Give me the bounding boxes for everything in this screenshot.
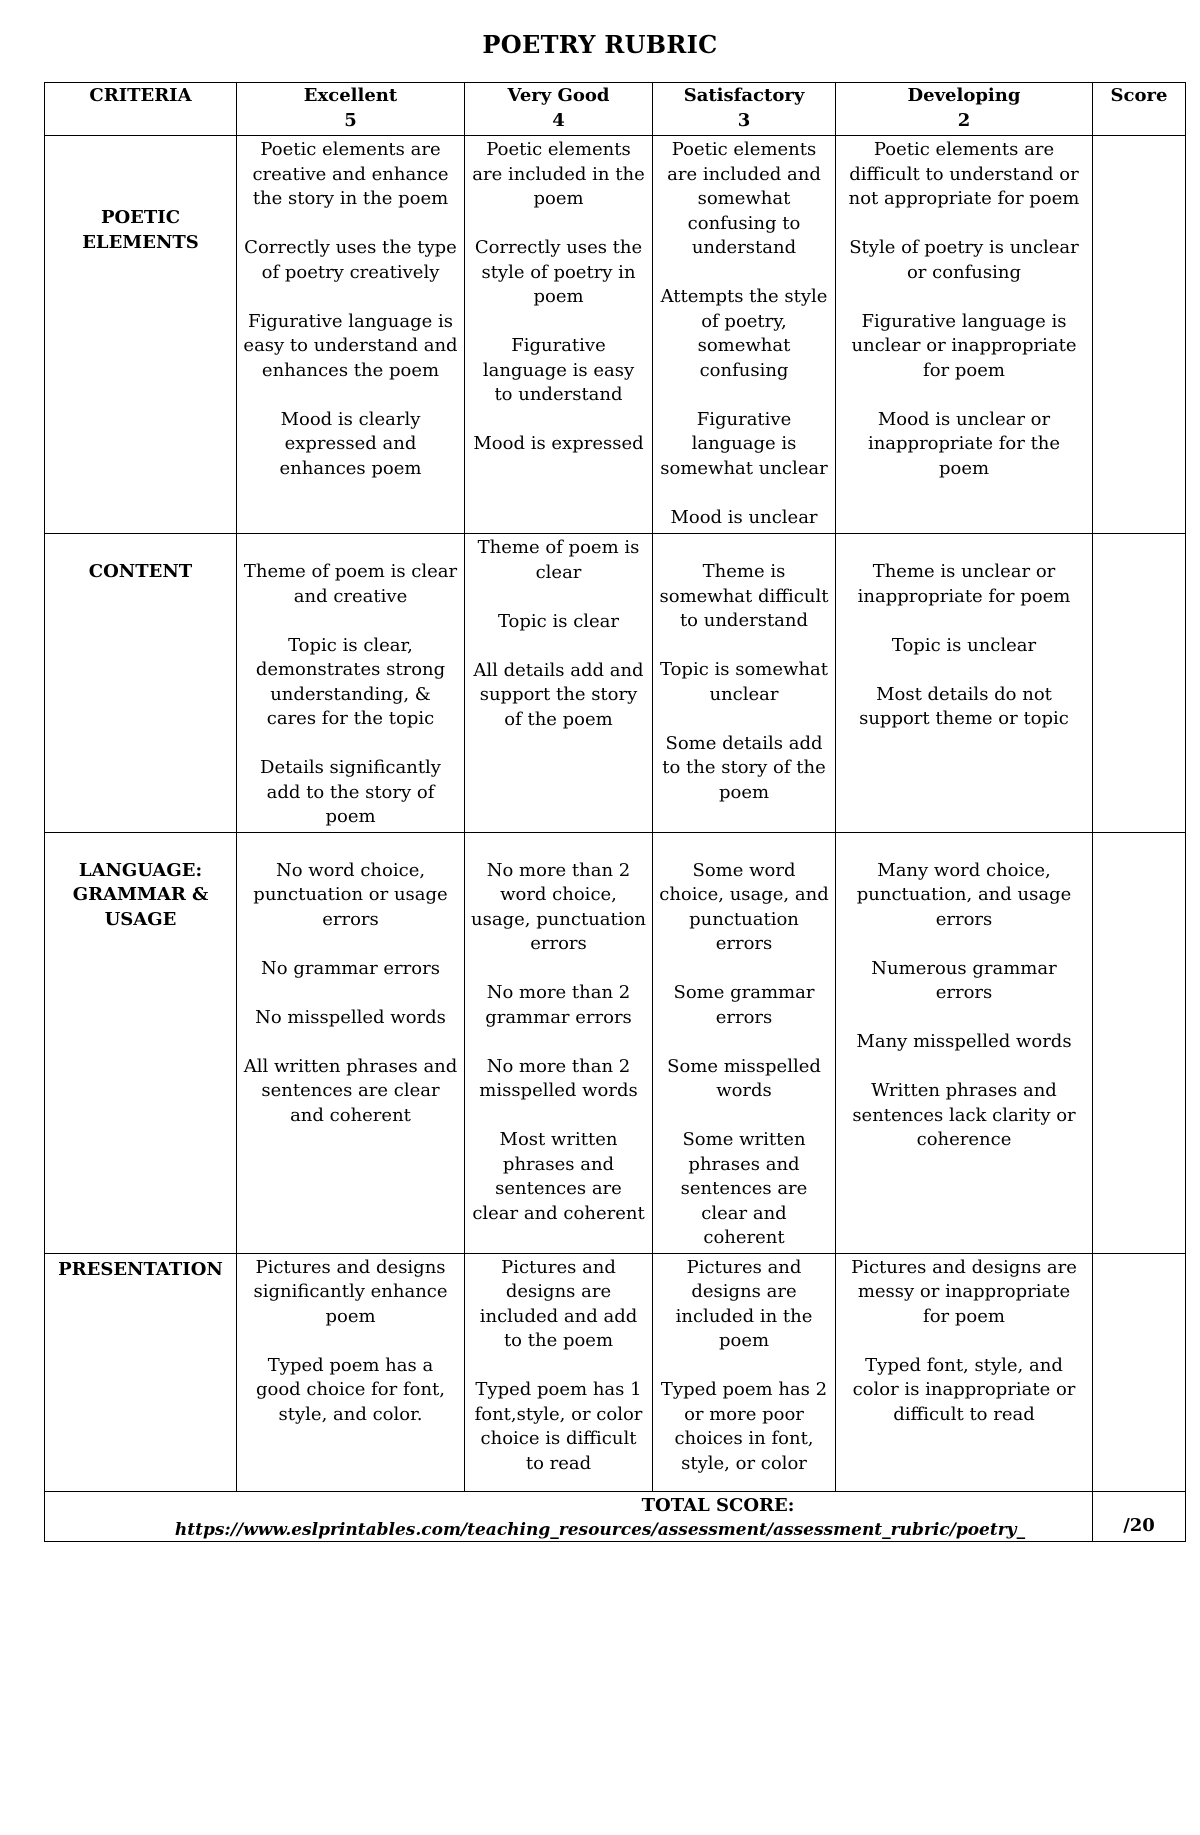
paragraph-gap <box>659 261 829 286</box>
descriptor-text: Figurative language is unclear or inappropriate for poem <box>851 310 1077 381</box>
paragraph-gap <box>842 285 1086 310</box>
descriptor-cell <box>836 1253 1093 1491</box>
paragraph-gap <box>842 932 1086 957</box>
paragraph-gap <box>471 1030 646 1055</box>
level-points: 3 <box>737 109 751 131</box>
paragraph-gap <box>659 383 829 408</box>
criterion-label: POETIC ELEMENTS <box>45 136 237 534</box>
descriptor-text: Typed poem has a good choice for font, style, and color. <box>255 1354 446 1425</box>
descriptor-text: Mood is unclear or inappropriate for the poem <box>867 408 1061 479</box>
descriptor-cell <box>653 136 836 534</box>
descriptor-cell <box>237 534 465 833</box>
paragraph-gap <box>842 1329 1086 1354</box>
descriptor-text: Theme is somewhat difficult to understand <box>659 561 829 631</box>
descriptor-cell <box>237 1253 465 1491</box>
descriptor-text: Poetic elements are creative and enhance the story in the poem <box>252 139 449 209</box>
paragraph-gap <box>659 957 829 982</box>
descriptor-text: No more than 2 grammar errors <box>485 982 632 1028</box>
score-cell[interactable] <box>1093 136 1186 534</box>
descriptor-text: Some grammar errors <box>673 982 815 1028</box>
level-header <box>653 83 836 136</box>
level-points: 2 <box>957 109 971 131</box>
total-score-max: /20 <box>1093 1491 1186 1541</box>
descriptor-text: Correctly uses the style of poetry in poem <box>474 237 643 307</box>
paragraph-gap <box>659 634 829 659</box>
descriptor-cell <box>836 832 1093 1253</box>
paragraph-gap <box>243 981 458 1006</box>
descriptor-text: Attempts the style of poetry, somewhat confusing <box>660 286 828 381</box>
criterion-label: LANGUAGE: GRAMMAR & USAGE <box>45 832 237 1253</box>
paragraph-gap <box>243 285 458 310</box>
descriptor-text: Pictures and designs are included in the poem <box>675 1256 813 1351</box>
paragraph-gap <box>243 383 458 408</box>
source-url: https://www.eslprintables.com/teaching_resources/assessment/assessment_rubric/poetry_ <box>174 1520 1026 1540</box>
criterion-label: PRESENTATION <box>45 1253 237 1491</box>
score-cell[interactable] <box>1093 534 1186 833</box>
descriptor-cell <box>237 136 465 534</box>
descriptor-text: No misspelled words <box>255 1006 446 1028</box>
paragraph-gap <box>659 481 829 506</box>
descriptor-text: Pictures and designs are included and add to the poem <box>479 1256 638 1351</box>
criteria-header: CRITERIA <box>45 83 237 136</box>
descriptor-text: Poetic elements are difficult to understand or not appropriate for poem <box>848 139 1080 209</box>
paragraph-gap <box>659 1354 829 1379</box>
paragraph-gap <box>471 310 646 335</box>
descriptor-cell <box>465 534 653 833</box>
page-title: POETRY RUBRIC <box>482 30 718 59</box>
descriptor-text: Mood is clearly expressed and enhances poem <box>279 408 422 479</box>
descriptor-text: Written phrases and sentences lack clarity or coherence <box>852 1080 1076 1150</box>
descriptor-text: Pictures and designs significantly enhance poem <box>253 1256 448 1327</box>
descriptor-cell <box>653 534 836 833</box>
descriptor-text: Typed poem has 2 or more poor choices in font, style, or color <box>660 1379 828 1474</box>
paragraph-gap <box>842 609 1086 634</box>
descriptor-text: Typed font, style, and color is inappropriate or difficult to read <box>852 1354 1076 1425</box>
paragraph-gap <box>471 634 646 659</box>
score-cell[interactable] <box>1093 832 1186 1253</box>
descriptor-cell <box>653 832 836 1253</box>
descriptor-text: Theme of poem is clear <box>477 537 640 583</box>
paragraph-gap <box>243 1030 458 1055</box>
rubric-table <box>44 82 1186 1542</box>
paragraph-gap <box>659 1030 829 1055</box>
descriptor-text: Theme is unclear or inappropriate for poem <box>857 561 1071 607</box>
descriptor-text: All details add and support the story of the poem <box>473 659 644 730</box>
level-header <box>836 83 1093 136</box>
descriptor-text: No more than 2 misspelled words <box>479 1055 638 1101</box>
score-cell[interactable] <box>1093 1253 1186 1491</box>
level-label: Excellent <box>303 85 398 106</box>
score-header: Score <box>1093 83 1186 136</box>
descriptor-text: Mood is unclear <box>670 506 818 528</box>
paragraph-gap <box>471 1354 646 1379</box>
descriptor-cell <box>836 136 1093 534</box>
descriptor-text: Some written phrases and sentences are clear and coherent <box>680 1129 808 1248</box>
total-score-label: TOTAL SCORE: <box>45 1491 1093 1541</box>
descriptor-text: Typed poem has 1 font,style, or color choice is difficult to read <box>474 1379 643 1474</box>
descriptor-cell <box>465 136 653 534</box>
descriptor-text: No word choice, punctuation or usage errors <box>253 859 448 930</box>
descriptor-text: Theme of poem is clear and creative <box>243 561 458 607</box>
paragraph-gap <box>243 212 458 237</box>
paragraph-gap <box>243 609 458 634</box>
level-points: 4 <box>552 109 565 131</box>
descriptor-cell <box>836 534 1093 833</box>
paragraph-gap <box>471 957 646 982</box>
descriptor-text: Poetic elements are included in the poem <box>472 139 645 209</box>
paragraph-gap <box>659 707 829 732</box>
descriptor-text: Numerous grammar errors <box>871 957 1057 1003</box>
level-header <box>237 83 465 136</box>
paragraph-gap <box>842 383 1086 408</box>
paragraph-gap <box>243 932 458 957</box>
descriptor-text: Figurative language is easy to understand and enhances the poem <box>243 310 458 381</box>
paragraph-gap <box>471 212 646 237</box>
paragraph-gap <box>243 732 458 757</box>
paragraph-gap <box>842 212 1086 237</box>
descriptor-text: Figurative language is somewhat unclear <box>660 408 828 479</box>
descriptor-text: Some details add to the story of the poem <box>662 732 826 803</box>
descriptor-text: Correctly uses the type of poetry creatively <box>244 237 457 283</box>
paragraph-gap <box>842 1006 1086 1031</box>
descriptor-text: No grammar errors <box>261 957 440 979</box>
paragraph-gap <box>842 1055 1086 1080</box>
descriptor-text: Topic is somewhat unclear <box>659 659 828 705</box>
level-points: 5 <box>344 109 357 131</box>
descriptor-text: Pictures and designs are messy or inappropriate for poem <box>851 1256 1077 1327</box>
rubric-row <box>45 136 1186 534</box>
descriptor-text: Some word choice, usage, and punctuation errors <box>659 859 829 954</box>
descriptor-text: Poetic elements are included and somewhat confusing to understand <box>667 139 821 258</box>
level-header <box>465 83 653 136</box>
descriptor-text: Details significantly add to the story of poem <box>260 757 441 827</box>
level-label: Developing <box>907 85 1021 106</box>
descriptor-text: Some misspelled words <box>667 1055 821 1101</box>
descriptor-text: Style of poetry is unclear or confusing <box>849 237 1079 283</box>
paragraph-gap <box>471 408 646 433</box>
descriptor-text: Most details do not support theme or topic <box>859 683 1069 729</box>
paragraph-gap <box>243 1329 458 1354</box>
criterion-label: CONTENT <box>45 534 237 833</box>
descriptor-cell <box>237 832 465 1253</box>
paragraph-gap <box>471 1104 646 1129</box>
descriptor-text: Topic is clear <box>497 610 620 632</box>
descriptor-text: All written phrases and sentences are clear and coherent <box>243 1055 458 1126</box>
descriptor-text: Topic is clear, demonstrates strong understanding, & cares for the topic <box>255 634 446 729</box>
descriptor-text: Most written phrases and sentences are clear and coherent <box>472 1129 645 1224</box>
level-label: Very Good <box>507 85 610 106</box>
level-label: Satisfactory <box>683 85 805 106</box>
descriptor-cell <box>653 1253 836 1491</box>
paragraph-gap <box>842 658 1086 683</box>
descriptor-text: Topic is unclear <box>891 634 1037 656</box>
descriptor-text: Many word choice, punctuation, and usage errors <box>856 859 1072 930</box>
paragraph-gap <box>471 585 646 610</box>
descriptor-cell <box>465 1253 653 1491</box>
paragraph-gap <box>659 1104 829 1129</box>
descriptor-text: Many misspelled words <box>856 1031 1072 1052</box>
descriptor-text: No more than 2 word choice, usage, punctuation errors <box>471 859 646 954</box>
descriptor-text: Figurative language is easy to understand <box>482 335 635 405</box>
descriptor-text: Mood is expressed <box>473 433 644 454</box>
rubric-row <box>45 534 1186 833</box>
rubric-row <box>45 832 1186 1253</box>
rubric-row <box>45 1253 1186 1491</box>
header-row <box>45 83 1186 136</box>
descriptor-cell <box>465 832 653 1253</box>
